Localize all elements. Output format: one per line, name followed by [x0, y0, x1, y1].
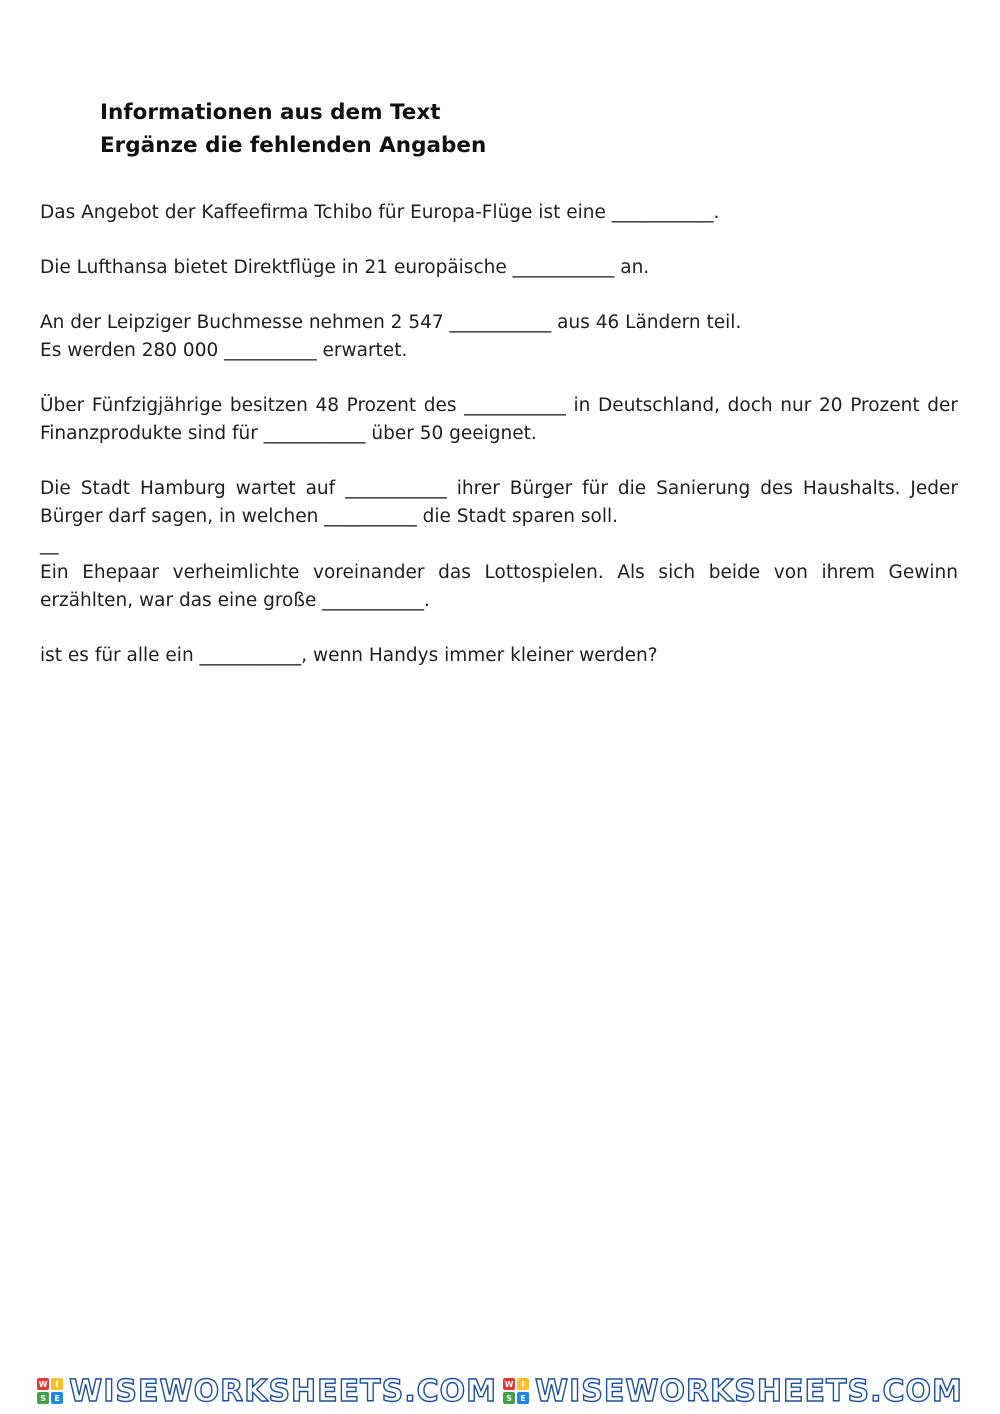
logo-tile: S	[37, 1392, 49, 1404]
logo-tile: I	[517, 1378, 529, 1390]
worksheet-heading	[100, 96, 486, 162]
brand-logo-icon	[503, 1378, 529, 1404]
sentence-6: Ein Ehepaar verheimlichte voreinander das Lottospielen. Als sich beide von ihrem Gewinn erzählten, war das eine große ___________.	[40, 562, 958, 611]
brand-logo-icon	[37, 1378, 63, 1404]
sentence-5: Die Stadt Hamburg wartet auf ___________ ihrer Bürger für die Sanierung des Haushalts. Jeder Bürger darf sagen, in welchen __________ die Stadt sparen soll.	[40, 478, 958, 527]
brand-right	[503, 1374, 963, 1409]
sentence-3b: Es werden 280 000 __________ erwartet.	[40, 340, 408, 361]
logo-tile: I	[51, 1378, 63, 1390]
heading-title: Informationen aus dem Text	[100, 100, 441, 125]
stray-dash: __	[40, 534, 59, 555]
logo-tile: E	[517, 1392, 529, 1404]
brand-text: WISEWORKSHEETS.COM	[535, 1373, 963, 1409]
sentence-4: Über Fünfzigjährige besitzen 48 Prozent des ___________ in Deutschland, doch nur 20 Prozent der Finanzprodukte sind für ___________ über 50 geeignet.	[40, 395, 958, 444]
logo-tile: W	[504, 1379, 514, 1389]
sentence-3	[40, 309, 958, 365]
sentence-3a: An der Leipziger Buchmesse nehmen 2 547 ___________ aus 46 Ländern teil.	[40, 312, 742, 333]
sentence-7: ist es für alle ein ___________, wenn Handys immer kleiner werden?	[40, 645, 658, 666]
heading-instruction: Ergänze die fehlenden Angaben	[100, 133, 487, 158]
logo-tile: E	[51, 1392, 63, 1404]
logo-tile: S	[503, 1392, 515, 1404]
brand-text: WISEWORKSHEETS.COM	[69, 1373, 497, 1409]
exercise-content	[40, 199, 958, 697]
footer-watermark	[0, 1368, 1000, 1414]
logo-tile: W	[38, 1379, 48, 1389]
brand-left	[37, 1374, 497, 1409]
sentence-2: Die Lufthansa bietet Direktflüge in 21 europäische ___________ an.	[40, 257, 650, 278]
sentence-1: Das Angebot der Kaffeefirma Tchibo für Europa-Flüge ist eine ___________.	[40, 202, 720, 223]
